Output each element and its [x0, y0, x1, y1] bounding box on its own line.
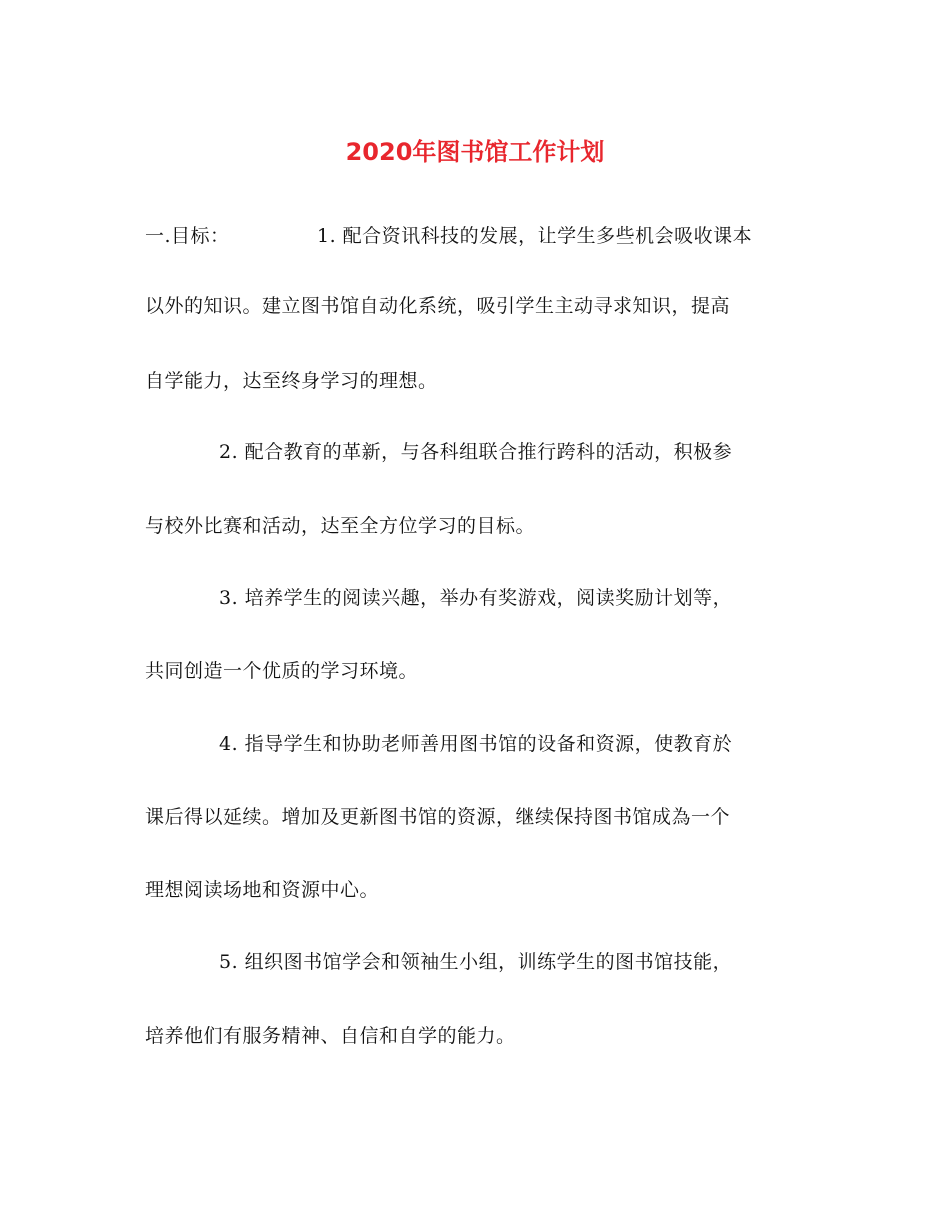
- paragraph-line: 理想阅读场地和资源中心。: [145, 879, 380, 901]
- paragraph-line: 3. 培养学生的阅读兴趣，举办有奖游戏，阅读奖励计划等，: [219, 587, 733, 609]
- paragraph-line: 以外的知识。建立图书馆自动化系统，吸引学生主动寻求知识，提高: [145, 295, 731, 317]
- section-label: 一.目标：: [145, 225, 230, 247]
- paragraph-text: 1. 配合资讯科技的发展，让学生多些机会吸收课本: [317, 225, 753, 247]
- paragraph-line: 4. 指导学生和协助老师善用图书馆的设备和资源，使教育於: [219, 733, 733, 755]
- paragraph-line: 课后得以延续。增加及更新图书馆的资源，继续保持图书馆成為一个: [145, 806, 731, 828]
- paragraph-line: 培养他们有服务精神、自信和自学的能力。: [145, 1025, 516, 1047]
- paragraph-line: 与校外比赛和活动，达至全方位学习的目标。: [145, 515, 536, 537]
- paragraph-line: [145, 222, 752, 250]
- paragraph-line: 5. 组织图书馆学会和领袖生小组，训练学生的图书馆技能，: [219, 951, 733, 973]
- document-title: 2020年图书馆工作计划: [345, 138, 605, 166]
- paragraph-line: 2. 配合教育的革新，与各科组联合推行跨科的活动，积极参: [219, 441, 733, 463]
- paragraph-line: 共同创造一个优质的学习环境。: [145, 660, 419, 682]
- paragraph-line: 自学能力，达至终身学习的理想。: [145, 370, 438, 392]
